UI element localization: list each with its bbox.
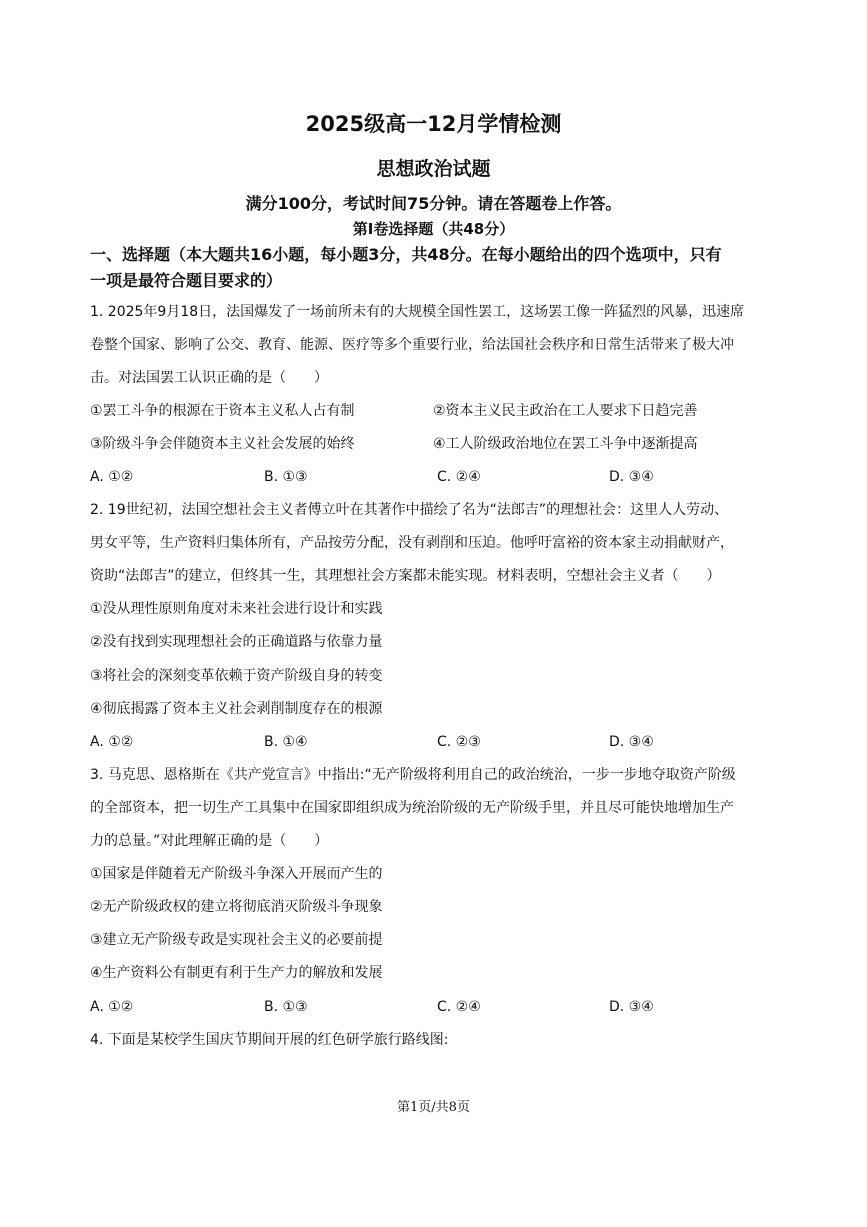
q2-option-b: B. ①④	[264, 734, 308, 750]
subject-title: 思想政治试题	[376, 158, 491, 180]
q1-option-c: C. ②④	[437, 469, 481, 485]
q3-statement: ④生产资料公有制更有利于生产力的解放和发展	[90, 965, 383, 981]
q2-stem-line: 资助“法郎吉”的建立，但终其一生，其理想社会方案都未能实现。材料表明，空想社会主义者（ ）	[90, 568, 721, 584]
exam-instructions: 满分100分，考试时间75分钟。请在答题卷上作答。	[245, 194, 622, 213]
q1-option-d: D. ③④	[609, 469, 654, 485]
q3-option-a: A. ①②	[90, 999, 134, 1015]
q2-option-a: A. ①②	[90, 734, 134, 750]
q1-statement: ④工人阶级政治地位在罢工斗争中逐渐提高	[433, 436, 698, 452]
q1-stem-line: 击。对法国罢工认识正确的是（ ）	[90, 370, 328, 386]
q2-stem-line: 2. 19世纪初，法国空想社会主义者傅立叶在其著作中描绘了名为“法郎吉”的理想社会：这里人人劳动、	[90, 502, 729, 518]
q3-statement: ②无产阶级政权的建立将彻底消灭阶级斗争现象	[90, 899, 383, 915]
exam-title: 2025级高一12月学情检测	[305, 112, 562, 136]
q3-statement: ①国家是伴随着无产阶级斗争深入开展而产生的	[90, 866, 383, 882]
q2-statement: ③将社会的深刻变革依赖于资产阶级自身的转变	[90, 668, 383, 684]
q1-statement: ③阶级斗争会伴随资本主义社会发展的始终	[90, 436, 355, 452]
q2-stem-line: 男女平等，生产资料归集体所有，产品按劳分配，没有剥削和压迫。他呼吁富裕的资本家主动捐献财产，	[90, 535, 734, 551]
q2-statement: ④彻底揭露了资本主义社会剥削制度存在的根源	[90, 701, 383, 717]
q3-stem-line: 的全部资本，把一切生产工具集中在国家即组织成为统治阶级的无产阶级手里，并且尽可能快地增加生产	[90, 800, 734, 816]
section-instruction-line-1: 一、选择题（本大题共16小题，每小题3分，共48分。在每小题给出的四个选项中，只有	[90, 245, 722, 264]
q4-stem-line: 4. 下面是某校学生国庆节期间开展的红色研学旅行路线图:	[90, 1032, 449, 1048]
q1-stem-line: 1. 2025年9月18日，法国爆发了一场前所未有的大规模全国性罢工，这场罢工像一阵猛烈的风暴，迅速席	[90, 304, 745, 320]
q2-statement: ①没从理性原则角度对未来社会进行设计和实践	[90, 601, 383, 617]
q1-statement: ①罢工斗争的根源在于资本主义私人占有制	[90, 403, 355, 419]
q3-stem-line: 3. 马克思、恩格斯在《共产党宣言》中指出:“无产阶级将利用自己的政治统治，一步一步地夺取资产阶级	[90, 767, 736, 783]
q2-statement: ②没有找到实现理想社会的正确道路与依靠力量	[90, 634, 383, 650]
page-number: 第1页/共8页	[397, 1100, 470, 1115]
q2-option-d: D. ③④	[609, 734, 654, 750]
q1-option-b: B. ①③	[264, 469, 308, 485]
section-heading: 第Ⅰ卷选择题（共48分）	[352, 220, 515, 238]
q3-option-b: B. ①③	[264, 999, 308, 1015]
q3-stem-line: 力的总量。”对此理解正确的是（ ）	[90, 833, 329, 849]
q3-statement: ③建立无产阶级专政是实现社会主义的必要前提	[90, 932, 383, 948]
q1-statement: ②资本主义民主政治在工人要求下日趋完善	[433, 403, 698, 419]
q1-stem-line: 卷整个国家、影响了公交、教育、能源、医疗等多个重要行业，给法国社会秩序和日常生活带来了极大冲	[90, 337, 734, 353]
q3-option-c: C. ②④	[437, 999, 481, 1015]
q2-option-c: C. ②③	[437, 734, 481, 750]
section-instruction-line-2: 一项是最符合题目要求的）	[90, 271, 283, 290]
q1-option-a: A. ①②	[90, 469, 134, 485]
q3-option-d: D. ③④	[609, 999, 654, 1015]
